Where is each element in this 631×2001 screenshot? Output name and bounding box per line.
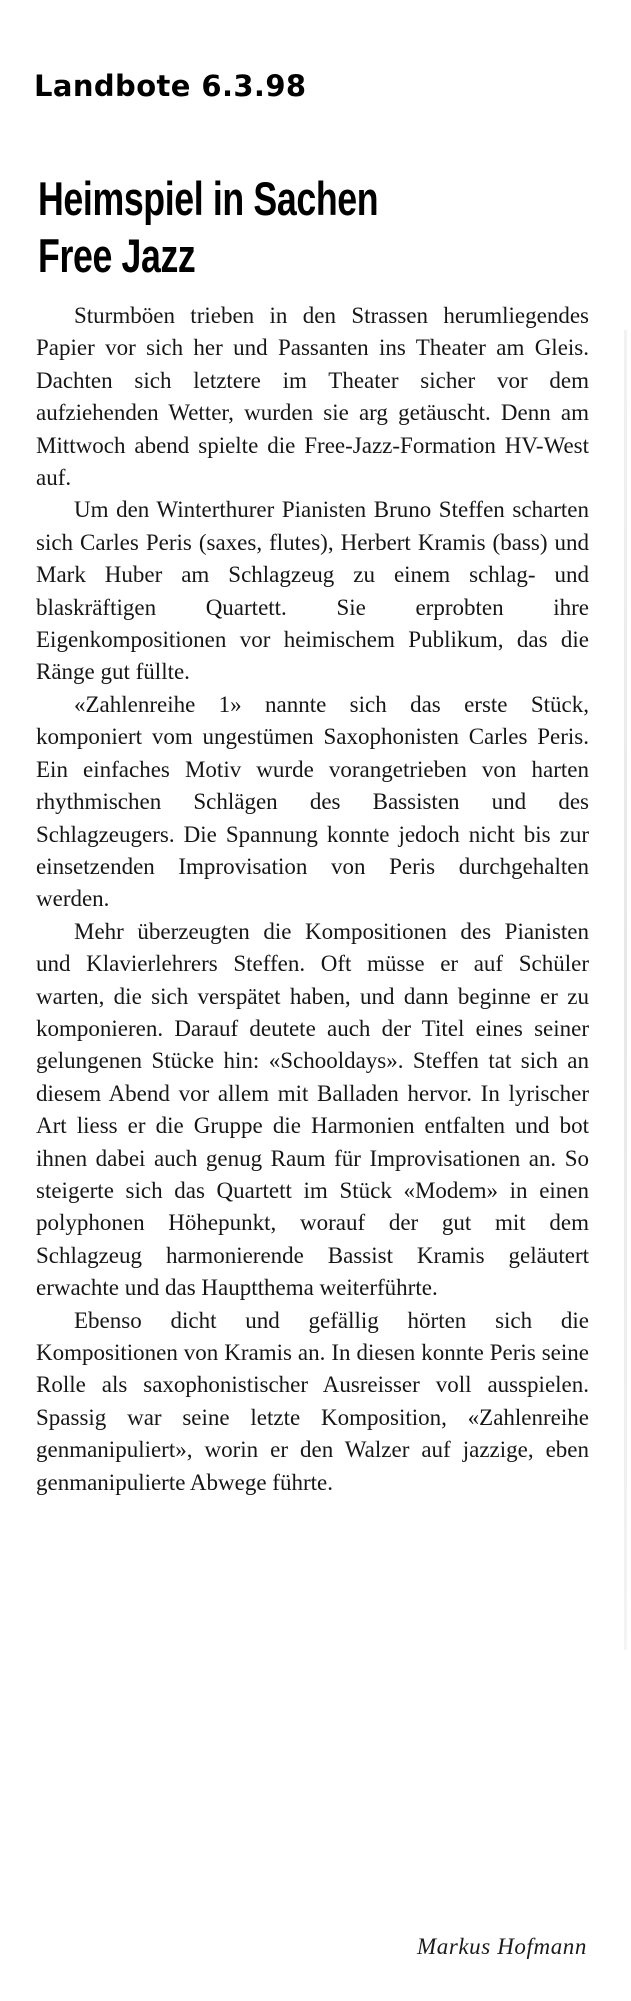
paragraph-3: «Zahlenreihe 1» nannte sich das erste Stück, komponiert vom ungestümen Saxophonisten Carles Peris. Ein einfaches Motiv wurde vorangetrieben von harten rhythmischen Schlägen des Bassisten und des Schlagzeugers. Die Spannung konnte jedoch nicht bis zur einsetzenden Improvisation von Peris durchgehalten werden. (36, 691, 589, 912)
author-byline: Markus Hofmann (416, 1934, 587, 1959)
paragraph-4: Mehr überzeugten die Kompositionen des Pianisten und Klavierlehrers Steffen. Oft müsse er auf Schüler warten, die sich verspätet haben, und dann beginne er zu komponieren. Darauf deutete auch der Titel eines seiner gelungenen Stücke hin: «Schooldays». Steffen tat sich an diesem Abend vor allem mit Balladen hervor. In lyrischer Art liess er die Gruppe die Harmonien entfalten und bot ihnen dabei auch genug Raum für Improvisationen an. So steigerte sich das Quartett im Stück «Modem» in einen polyphonen Höhepunkt, worauf der gut mit dem Schlagzeug harmonierende Bassist Kramis geläutert erwachte und das Hauptthema weiterführte. (36, 918, 589, 1301)
headline-line-2: Free Jazz (38, 229, 196, 282)
scan-edge-shading (624, 330, 627, 1650)
headline (38, 170, 464, 284)
paragraph-2: Um den Winterthurer Pianisten Bruno Steffen scharten sich Carles Peris (saxes, flutes), Herbert Kramis (bass) und Mark Huber am Schlagzeug zu einem schlag- und blaskräftigen Quartett. Sie erprobten ihre Eigenkompositionen vor heimischem Publikum, das die Ränge gut füllte. (36, 497, 589, 685)
headline-line-1: Heimspiel in Sachen (38, 172, 379, 225)
paragraph-1: Sturmböen trieben in den Strassen herumliegendes Papier vor sich her und Passanten ins Theater am Gleis. Dachten sich letztere im Theater sicher vor dem aufziehenden Wetter, wurden sie arg getäuscht. Denn am Mittwoch abend spielte die Free-Jazz-Formation HV-West auf. (36, 303, 589, 491)
paragraph-5: Ebenso dicht und gefällig hörten sich die Kompositionen von Kramis an. In diesen konnte Peris seine Rolle als saxophonistischer Ausreisser voll ausspielen. Spassig war seine letzte Komposition, «Zahlenreihe genmanipuliert», worin er den Walzer auf jazzige, eben genmanipulierte Abwege führte. (36, 1307, 589, 1495)
source-line: Landbote 6.3.98 (34, 69, 307, 103)
article-body (36, 300, 589, 1499)
